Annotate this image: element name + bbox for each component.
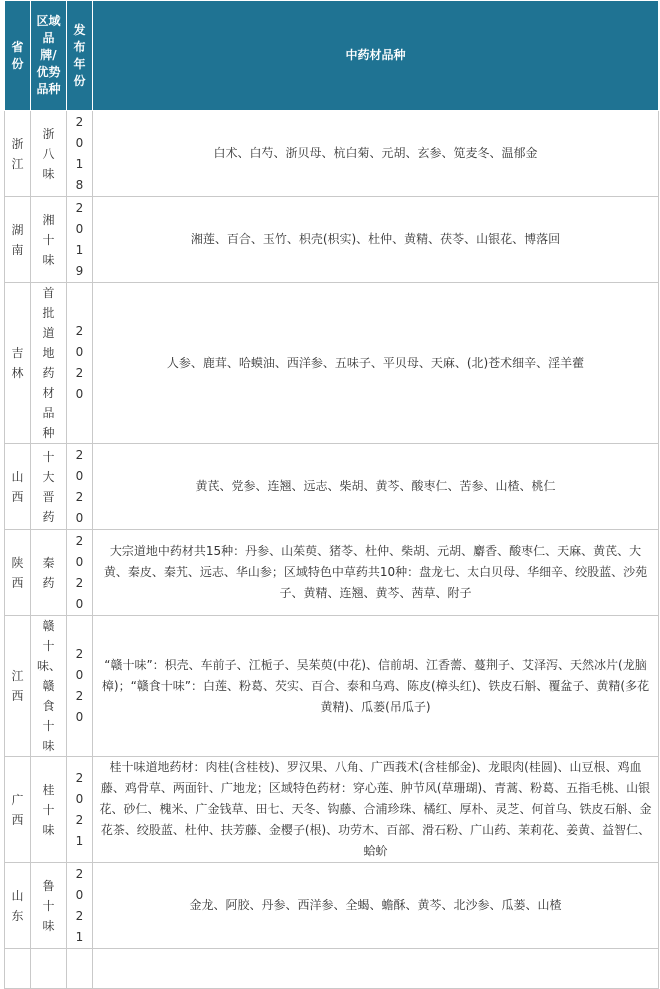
- table-row: [5, 111, 659, 197]
- cell-year: 2020: [67, 283, 93, 444]
- cell-year: 2021: [67, 757, 93, 863]
- cell-herbs: 白术、白芍、浙贝母、杭白菊、元胡、玄参、笕麦冬、温郁金: [93, 111, 659, 197]
- cell-year: 2020: [67, 444, 93, 530]
- table-row: [5, 283, 659, 444]
- cell-brand: 桂十味: [31, 757, 67, 863]
- header-brand: 区域品牌/优势品种: [31, 1, 67, 111]
- cell-herbs: 人参、鹿茸、哈蟆油、西洋参、五味子、平贝母、天麻、(北)苍术细辛、淫羊藿: [93, 283, 659, 444]
- cell-brand: 首批道地药材品种: [31, 283, 67, 444]
- table-row: [5, 444, 659, 530]
- cell-herbs: 桂十味道地药材：肉桂(含桂枝)、罗汉果、八角、广西莪术(含桂郁金)、龙眼肉(桂圆)、山豆根、鸡血藤、鸡骨草、两面针、广地龙；区域特色药材：穿心莲、肿节风(草珊瑚)、青蒿、粉葛、五指毛桃、山银花、砂仁、槐米、广金钱草、田七、天冬、钩藤、合浦珍珠、橘红、厚朴、灵芝、何首乌、铁皮石斛、金花茶、绞股蓝、杜仲、扶芳藤、金樱子(根)、功劳木、百部、滑石粉、广山药、茉莉花、姜黄、益智仁、蛤蚧: [93, 757, 659, 863]
- cell-brand: 秦药: [31, 530, 67, 616]
- cell-herbs: 大宗道地中药材共15种：丹参、山茱萸、猪苓、杜仲、柴胡、元胡、麝香、酸枣仁、天麻、黄芪、大黄、秦皮、秦艽、远志、华山参；区域特色中草药共10种：盘龙七、太白贝母、华细辛、绞股蓝、沙苑子、黄精、连翘、黄芩、茜草、附子: [93, 530, 659, 616]
- cell-brand: 十大晋药: [31, 444, 67, 530]
- cell-brand: [31, 949, 67, 989]
- cell-brand: 鲁十味: [31, 863, 67, 949]
- table-header-row: [5, 1, 659, 111]
- cell-province: 江西: [5, 616, 31, 757]
- table-row: [5, 616, 659, 757]
- header-herbs: 中药材品种: [93, 1, 659, 111]
- cell-year: 2019: [67, 197, 93, 283]
- table-row: [5, 530, 659, 616]
- table-row: [5, 949, 659, 989]
- cell-herbs: 黄芪、党参、连翘、远志、柴胡、黄芩、酸枣仁、苦参、山楂、桃仁: [93, 444, 659, 530]
- cell-year: 2020: [67, 616, 93, 757]
- cell-province: 山西: [5, 444, 31, 530]
- cell-year: 2018: [67, 111, 93, 197]
- cell-brand: 赣十味、赣食十味: [31, 616, 67, 757]
- cell-province: 广西: [5, 757, 31, 863]
- cell-province: 吉林: [5, 283, 31, 444]
- cell-province: [5, 949, 31, 989]
- cell-herbs: 湘莲、百合、玉竹、枳壳(枳实)、杜仲、黄精、茯苓、山银花、博落回: [93, 197, 659, 283]
- cell-province: 浙江: [5, 111, 31, 197]
- cell-province: 陕西: [5, 530, 31, 616]
- table-row: [5, 757, 659, 863]
- cell-year: 2020: [67, 530, 93, 616]
- cell-herbs: 金龙、阿胶、丹参、西洋参、全蝎、蟾酥、黄芩、北沙参、瓜蒌、山楂: [93, 863, 659, 949]
- table-row: [5, 863, 659, 949]
- cell-brand: 浙八味: [31, 111, 67, 197]
- header-province: 省份: [5, 1, 31, 111]
- cell-herbs: [93, 949, 659, 989]
- cell-province: 湖南: [5, 197, 31, 283]
- cell-year: 2021: [67, 863, 93, 949]
- table-row: [5, 197, 659, 283]
- cell-province: 山东: [5, 863, 31, 949]
- cell-year: [67, 949, 93, 989]
- header-year: 发布年份: [67, 1, 93, 111]
- herb-brand-table: [4, 0, 659, 989]
- cell-herbs: “赣十味”：枳壳、车前子、江栀子、吴茱萸(中花)、信前胡、江香薷、蔓荆子、艾泽泻、天然冰片(龙脑樟)；“赣食十味”：白莲、粉葛、芡实、百合、泰和乌鸡、陈皮(樟头红)、铁皮石斛、覆盆子、黄精(多花黄精)、瓜蒌(吊瓜子): [93, 616, 659, 757]
- cell-brand: 湘十味: [31, 197, 67, 283]
